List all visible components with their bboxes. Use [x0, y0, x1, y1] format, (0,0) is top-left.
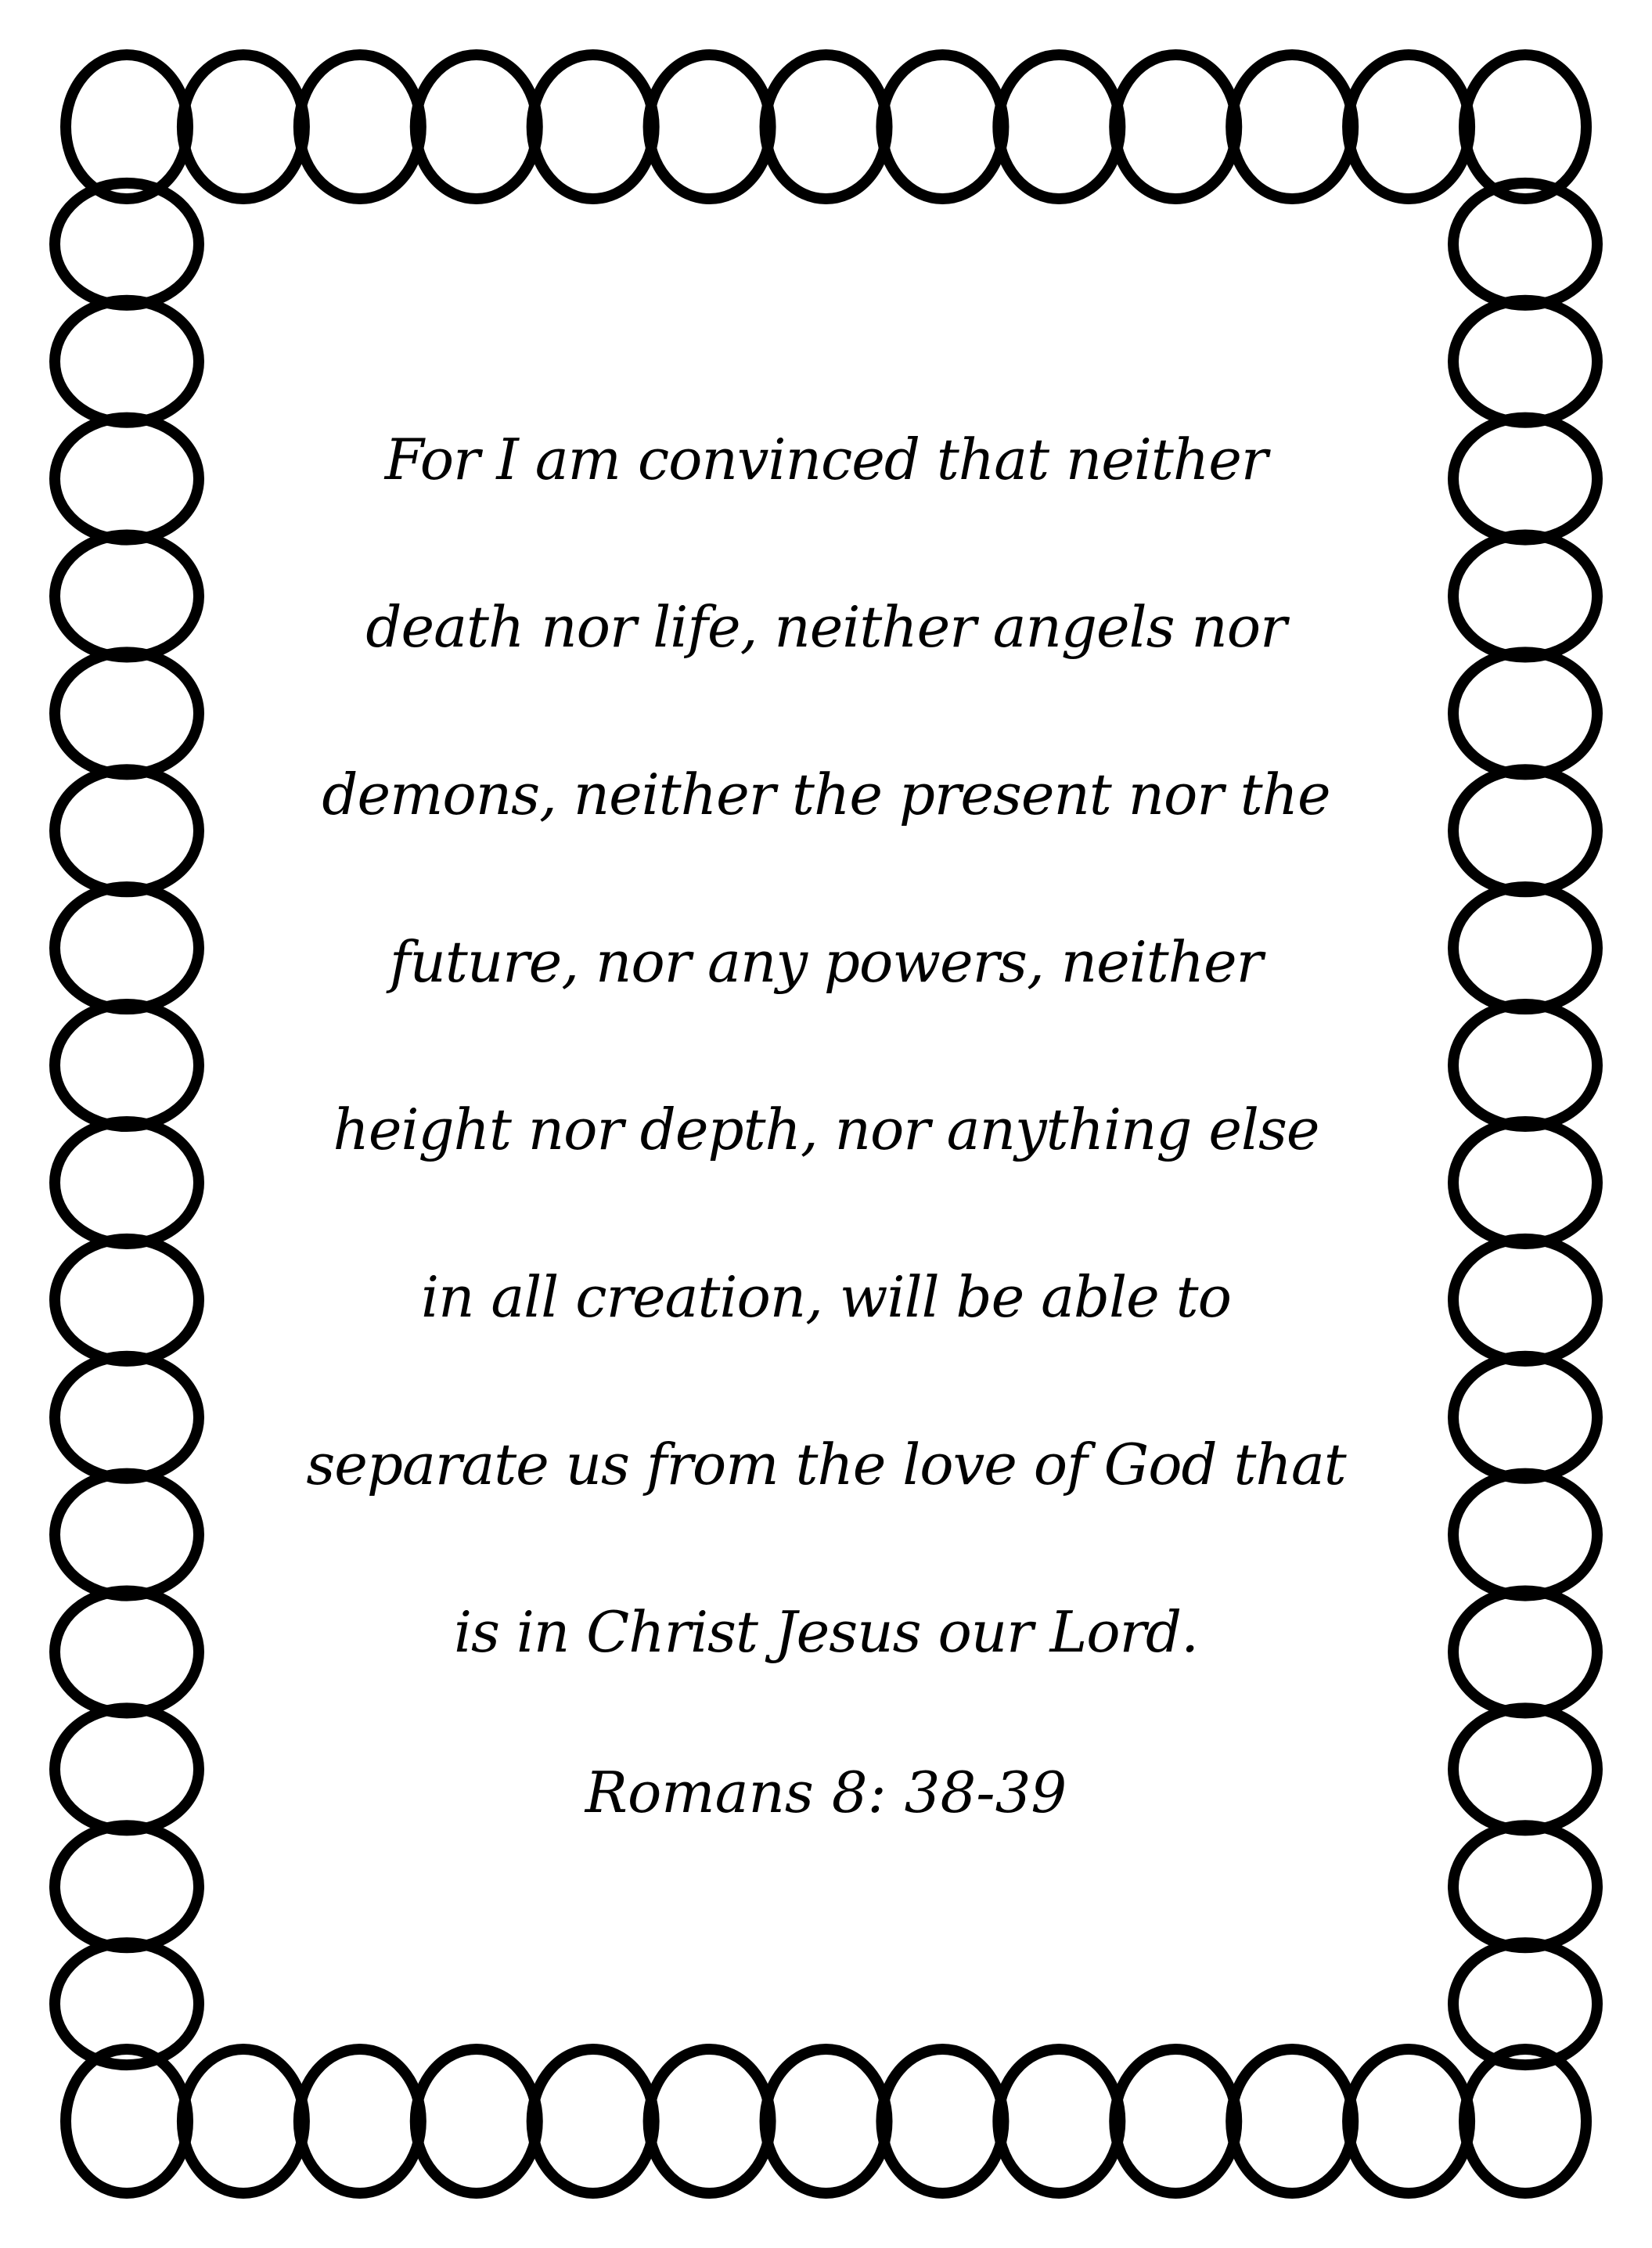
- border-ring: [416, 2049, 538, 2193]
- verse-line: future, nor any powers, neither: [389, 929, 1263, 995]
- border-ring: [55, 1239, 199, 1361]
- border-ring: [765, 2049, 887, 2193]
- border-ring: [182, 55, 304, 199]
- border-ring: [55, 1356, 199, 1479]
- verse-citation: Romans 8: 38-39: [585, 1760, 1067, 1825]
- border-ring: [881, 55, 1003, 199]
- border-ring: [55, 418, 199, 540]
- border-ring: [1453, 535, 1597, 657]
- border-ring: [55, 652, 199, 774]
- verse-line: is in Christ Jesus our Lord.: [453, 1599, 1199, 1665]
- border-ring: [55, 1122, 199, 1244]
- border-ring: [1464, 55, 1586, 199]
- verse-line: death nor life, neither angels nor: [365, 594, 1287, 660]
- border-ring: [1114, 55, 1236, 199]
- border-ring: [1231, 55, 1353, 199]
- border-ring: [1453, 1825, 1597, 1947]
- border-ring: [998, 2049, 1120, 2193]
- border-ring: [1453, 887, 1597, 1009]
- verse-line: in all creation, will be able to: [421, 1264, 1231, 1330]
- border-ring: [1453, 652, 1597, 774]
- border-ring: [55, 1825, 199, 1947]
- border-ring: [55, 1004, 199, 1126]
- border-ring: [55, 535, 199, 657]
- border-ring: [55, 1474, 199, 1596]
- border-ring: [532, 55, 654, 199]
- border-ring: [1453, 1239, 1597, 1361]
- border-ring: [998, 55, 1120, 199]
- border-ring: [1453, 1356, 1597, 1479]
- border-ring: [1114, 2049, 1236, 2193]
- border-ring: [1453, 1474, 1597, 1596]
- border-ring: [1348, 55, 1470, 199]
- border-ring: [55, 1591, 199, 1713]
- verse-line: separate us from the love of God that: [306, 1432, 1346, 1497]
- border-ring: [66, 55, 188, 199]
- border-ring: [1453, 418, 1597, 540]
- border-ring: [649, 2049, 771, 2193]
- verse-line: height nor depth, nor anything else: [333, 1097, 1319, 1162]
- border-ring: [1453, 1708, 1597, 1830]
- border-ring: [532, 2049, 654, 2193]
- border-ring: [55, 769, 199, 892]
- border-ring: [66, 2049, 188, 2193]
- border-ring: [1453, 1122, 1597, 1244]
- border-ring: [881, 2049, 1003, 2193]
- border-ring: [55, 887, 199, 1009]
- border-ring: [299, 55, 421, 199]
- verse-text: [235, 376, 1417, 1716]
- border-ring: [1453, 1004, 1597, 1126]
- border-ring: [55, 301, 199, 423]
- border-ring: [1453, 769, 1597, 892]
- verse-line: For I am convinced that neither: [384, 427, 1268, 492]
- border-ring: [182, 2049, 304, 2193]
- border-ring: [55, 1708, 199, 1830]
- verse-line: demons, neither the present nor the: [322, 762, 1330, 827]
- border-ring: [1453, 1591, 1597, 1713]
- border-ring: [1464, 2049, 1586, 2193]
- border-ring: [1231, 2049, 1353, 2193]
- border-ring: [649, 55, 771, 199]
- border-ring: [416, 55, 538, 199]
- border-ring: [299, 2049, 421, 2193]
- border-ring: [1348, 2049, 1470, 2193]
- border-ring: [1453, 301, 1597, 423]
- border-ring: [765, 55, 887, 199]
